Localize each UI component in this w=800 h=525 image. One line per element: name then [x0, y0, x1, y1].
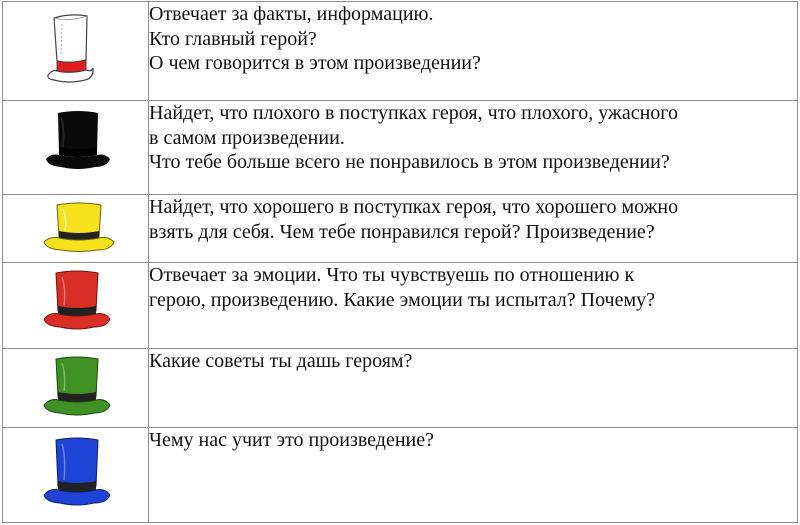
- hat-cell: [3, 195, 149, 263]
- hat-cell: [3, 2, 149, 101]
- description-line: Отвечает за эмоции. Что ты чувствуешь по отношению к: [149, 264, 635, 286]
- table-row: [3, 101, 798, 195]
- description-cell: [149, 428, 798, 523]
- yellow-hat-icon: [41, 201, 117, 253]
- description-line: Найдет, что плохого в поступках героя, что плохого, ужасного: [149, 102, 678, 124]
- white-hat-icon: [45, 12, 95, 84]
- hat-cell: [3, 428, 149, 523]
- table-row: [3, 263, 798, 349]
- description-line: Кто главный герой?: [149, 27, 317, 50]
- description-line: Что тебе больше всего не понравилось в этом произведении?: [149, 151, 670, 173]
- blue-hat-icon: [41, 436, 113, 508]
- description-line: в самом произведении.: [149, 126, 345, 149]
- six-hats-table: [2, 1, 798, 523]
- description-cell: [149, 349, 798, 428]
- hat-cell: [3, 101, 149, 195]
- description-cell: [149, 195, 798, 263]
- description-cell: [149, 101, 798, 195]
- green-hat-icon: [41, 355, 113, 417]
- description-line: Чему нас учит это произведение?: [149, 429, 435, 451]
- table-row: [3, 195, 798, 263]
- description-line: Какие советы ты дашь героям?: [149, 350, 413, 372]
- description-line: О чем говорится в этом произведении?: [149, 52, 481, 74]
- description-cell: [149, 263, 798, 349]
- red-hat-icon: [41, 269, 113, 331]
- description-line: Найдет, что хорошего в поступках героя, что хорошего можно: [149, 196, 679, 218]
- table-row: [3, 2, 798, 101]
- description-line: Отвечает за факты, информацию.: [149, 3, 434, 25]
- table-row: [3, 428, 798, 523]
- table-row: [3, 349, 798, 428]
- hat-cell: [3, 263, 149, 349]
- description-cell: [149, 2, 798, 101]
- description-line: взять для себя. Чем тебе понравился герой? Произведение?: [149, 220, 655, 243]
- black-hat-icon: [43, 109, 113, 171]
- hat-cell: [3, 349, 149, 428]
- description-line: герою, произведению. Какие эмоции ты испытал? Почему?: [149, 288, 656, 311]
